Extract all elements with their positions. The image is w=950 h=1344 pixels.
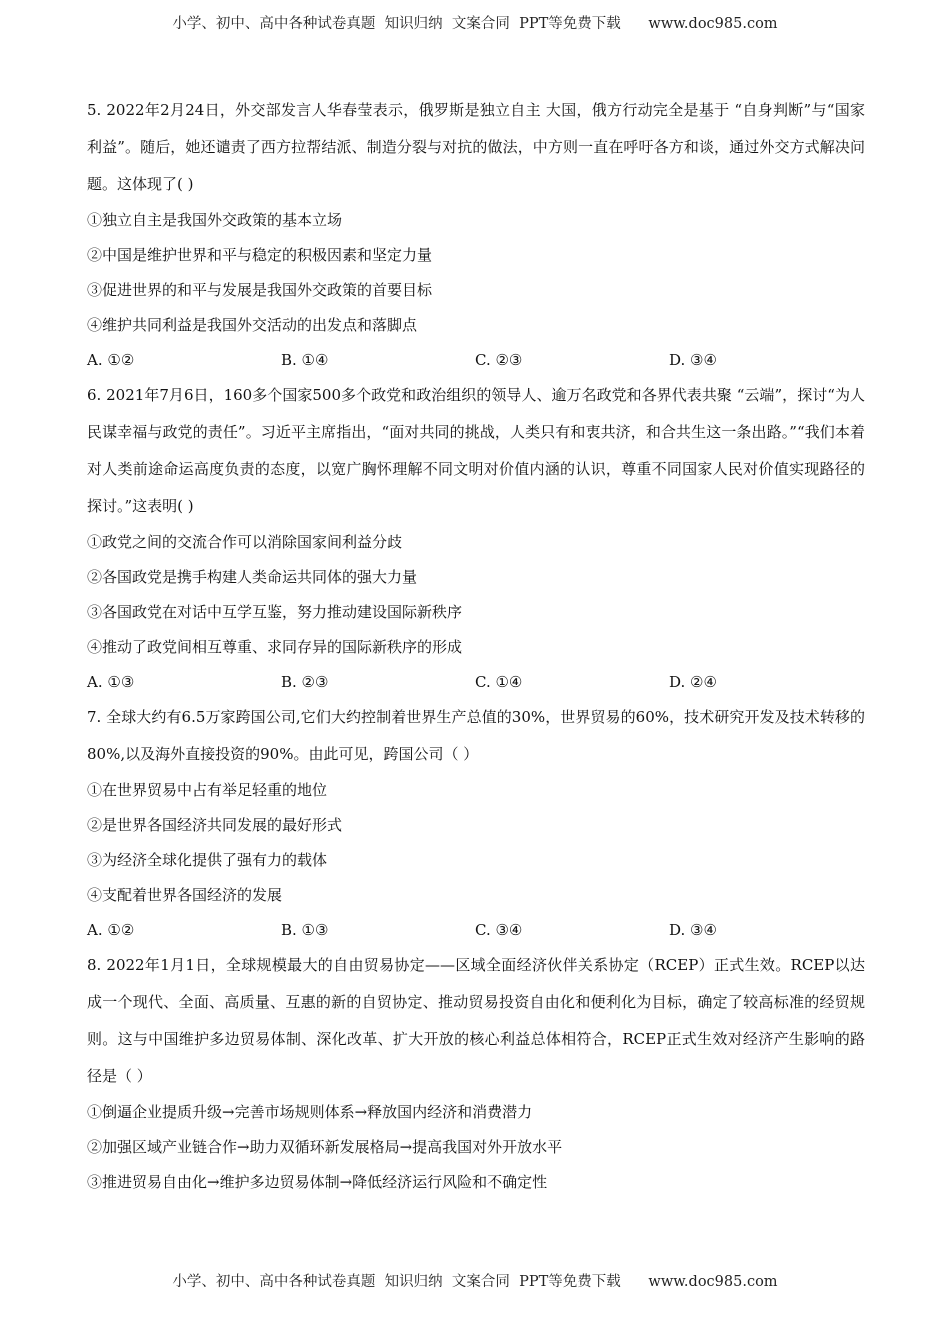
question-stem: 5. 2022年2月24日，外交部发言人华春莹表示，俄罗斯是独立自主 大国，俄方行动完全是基于 “自身判断”与“国家利益”。随后，她还谴责了西方拉帮结派、制造分裂与对抗的做法，中方则一直在呼吁各方和谈，通过外交方式解决问题。这体现了( ) (87, 101, 865, 193)
choice-b[interactable]: B. ①③ (281, 921, 329, 939)
statement-option: ②各国政党是携手构建人类命运共同体的强大力量 (87, 568, 418, 586)
choice-d[interactable]: D. ②④ (669, 673, 717, 691)
statement-option: ②中国是维护世界和平与稳定的积极因素和坚定力量 (87, 246, 433, 264)
statement-option: ①政党之间的交流合作可以消除国家间利益分歧 (87, 533, 403, 551)
choice-c[interactable]: C. ②③ (475, 351, 523, 369)
question-stem: 7. 全球大约有6.5万家跨国公司,它们大约控制着世界生产总值的30%，世界贸易的60%，技术研究开发及技术转移的80%,以及海外直接投资的90%。由此可见，跨国公司（ ） (87, 708, 865, 763)
answer-choices (87, 913, 865, 947)
choice-c[interactable]: C. ①④ (475, 673, 523, 691)
statement-option: ③促进世界的和平与发展是我国外交政策的首要目标 (87, 281, 433, 299)
statement-option: ③推进贸易自由化→维护多边贸易体制→降低经济运行风险和不确定性 (87, 1173, 548, 1191)
statement-option: ②加强区域产业链合作→助力双循环新发展格局→提高我国对外开放水平 (87, 1138, 563, 1156)
answer-choices (87, 343, 865, 377)
question-stem: 8. 2022年1月1日，全球规模最大的自由贸易协定——区域全面经济伙伴关系协定（RCEP）正式生效。RCEP以达成一个现代、全面、高质量、互惠的新的自贸协定、推动贸易投资自由化和便利化为目标，确定了较高标准的经贸规则。这与中国维护多边贸易体制、深化改革、扩大开放的核心利益总体相符合，RCEP正式生效对经济产生影响的路径是（ ） (87, 956, 865, 1085)
choice-c[interactable]: C. ③④ (475, 921, 523, 939)
question-5 (87, 92, 865, 377)
question-6 (87, 377, 865, 699)
statement-option: ③为经济全球化提供了强有力的载体 (87, 851, 328, 869)
question-8 (87, 947, 865, 1200)
statement-option: ②是世界各国经济共同发展的最好形式 (87, 816, 343, 834)
choice-d[interactable]: D. ③④ (669, 921, 717, 939)
question-7 (87, 699, 865, 947)
question-stem: 6. 2021年7月6日，160多个国家500多个政党和政治组织的领导人、逾万名政党和各界代表共聚 “云端”，探讨“为人民谋幸福与政党的责任”。习近平主席指出，“面对共同的挑战，人类只有和衷共济，和合共生这一条出路。”“我们本着对人类前途命运高度负责的态度，以宽广胸怀理解不同文明对价值内涵的认识，尊重不同国家人民对价值实现路径的探讨。”这表明( ) (87, 386, 865, 515)
statement-option: ④推动了政党间相互尊重、求同存异的国际新秩序的形成 (87, 638, 463, 656)
answer-choices (87, 665, 865, 699)
statement-option: ①独立自主是我国外交政策的基本立场 (87, 211, 343, 229)
statement-option: ①倒逼企业提质升级→完善市场规则体系→释放国内经济和消费潜力 (87, 1103, 533, 1121)
choice-a[interactable]: A. ①③ (87, 673, 135, 691)
statement-option: ③各国政党在对话中互学互鉴，努力推动建设国际新秩序 (87, 603, 463, 621)
statement-option: ①在世界贸易中占有举足轻重的地位 (87, 781, 328, 799)
page-header: 小学、初中、高中各种试卷真题 知识归纳 文案合同 PPT等免费下载 www.doc985.com (172, 16, 778, 32)
choice-a[interactable]: A. ①② (87, 351, 135, 369)
page-footer: 小学、初中、高中各种试卷真题 知识归纳 文案合同 PPT等免费下载 www.doc985.com (172, 1274, 778, 1290)
statement-option: ④支配着世界各国经济的发展 (87, 886, 283, 904)
choice-d[interactable]: D. ③④ (669, 351, 717, 369)
statement-option: ④维护共同利益是我国外交活动的出发点和落脚点 (87, 316, 418, 334)
choice-b[interactable]: B. ②③ (281, 673, 329, 691)
choice-a[interactable]: A. ①② (87, 921, 135, 939)
exam-content (87, 92, 865, 1200)
choice-b[interactable]: B. ①④ (281, 351, 329, 369)
